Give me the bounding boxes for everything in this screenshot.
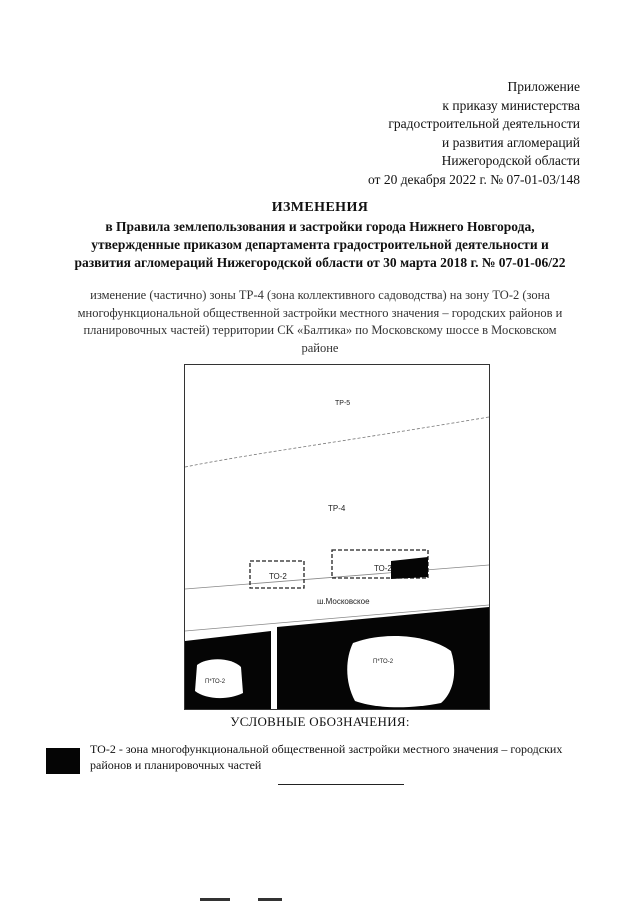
- road-edge-upper: [185, 565, 489, 589]
- change-line: изменение (частично) зоны ТР-4 (зона коллективного садоводства) на зону ТО-2 (зона: [90, 288, 550, 302]
- change-line: районе: [301, 340, 339, 355]
- legend-line: ТО-2 - зона многофункциональной общественной застройки местного значения – городских: [90, 742, 563, 756]
- building-cutout-right: [347, 636, 454, 707]
- zone-label-pto2-right: П*ТО-2: [373, 659, 394, 665]
- subtitle-line: в Правила землепользования и застройки города Нижнего Новгорода,: [105, 219, 535, 234]
- subtitle-line: утвержденные приказом департамента градостроительной деятельности и: [91, 237, 549, 252]
- appendix-line: от 20 декабря 2022 г. № 07-01-03/148: [367, 171, 580, 187]
- change-line: планировочных частей) территории СК «Балтика» по Московскому шоссе в Московском: [83, 323, 557, 337]
- legend-swatch: [46, 748, 80, 774]
- to2-fill-patch: [391, 557, 428, 579]
- zone-label-tr5: ТР-5: [335, 400, 351, 407]
- appendix-line: градостроительной деятельности: [388, 116, 580, 131]
- zone-label-pto2-left: П*ТО-2: [205, 679, 226, 685]
- change-description: [40, 287, 600, 357]
- zone-label-tr4: ТР-4: [328, 504, 346, 513]
- zone-boundary-line: [185, 417, 489, 467]
- appendix-line: Нижегородской области: [441, 153, 580, 168]
- change-line: многофункциональной общественной застройки местного значения – городских районов и: [77, 305, 563, 320]
- appendix-line: Приложение: [507, 79, 580, 94]
- zone-label-to2-right: ТО-2: [374, 564, 392, 573]
- legend-item-text: [90, 741, 600, 773]
- appendix-block: [368, 78, 580, 189]
- signature-line: [278, 784, 404, 785]
- scan-mark: [258, 898, 282, 901]
- subtitle-line: развития агломераций Нижегородской области от 30 марта 2018 г. № 07-01-06/22: [74, 255, 566, 270]
- appendix-line: и развития агломераций: [441, 134, 580, 150]
- zoning-map: [184, 364, 490, 710]
- legend-title: УСЛОВНЫЕ ОБОЗНАЧЕНИЯ:: [230, 714, 410, 729]
- road-label: ш.Московское: [317, 597, 370, 606]
- document-title: ИЗМЕНЕНИЯ: [271, 200, 369, 215]
- document-subtitle: [30, 218, 610, 272]
- legend-line: районов и планировочных частей: [90, 758, 262, 772]
- scan-mark: [200, 898, 230, 901]
- appendix-line: к приказу министерства: [442, 97, 580, 113]
- zone-label-to2-left: ТО-2: [269, 572, 287, 581]
- scan-artifacts: [0, 898, 640, 905]
